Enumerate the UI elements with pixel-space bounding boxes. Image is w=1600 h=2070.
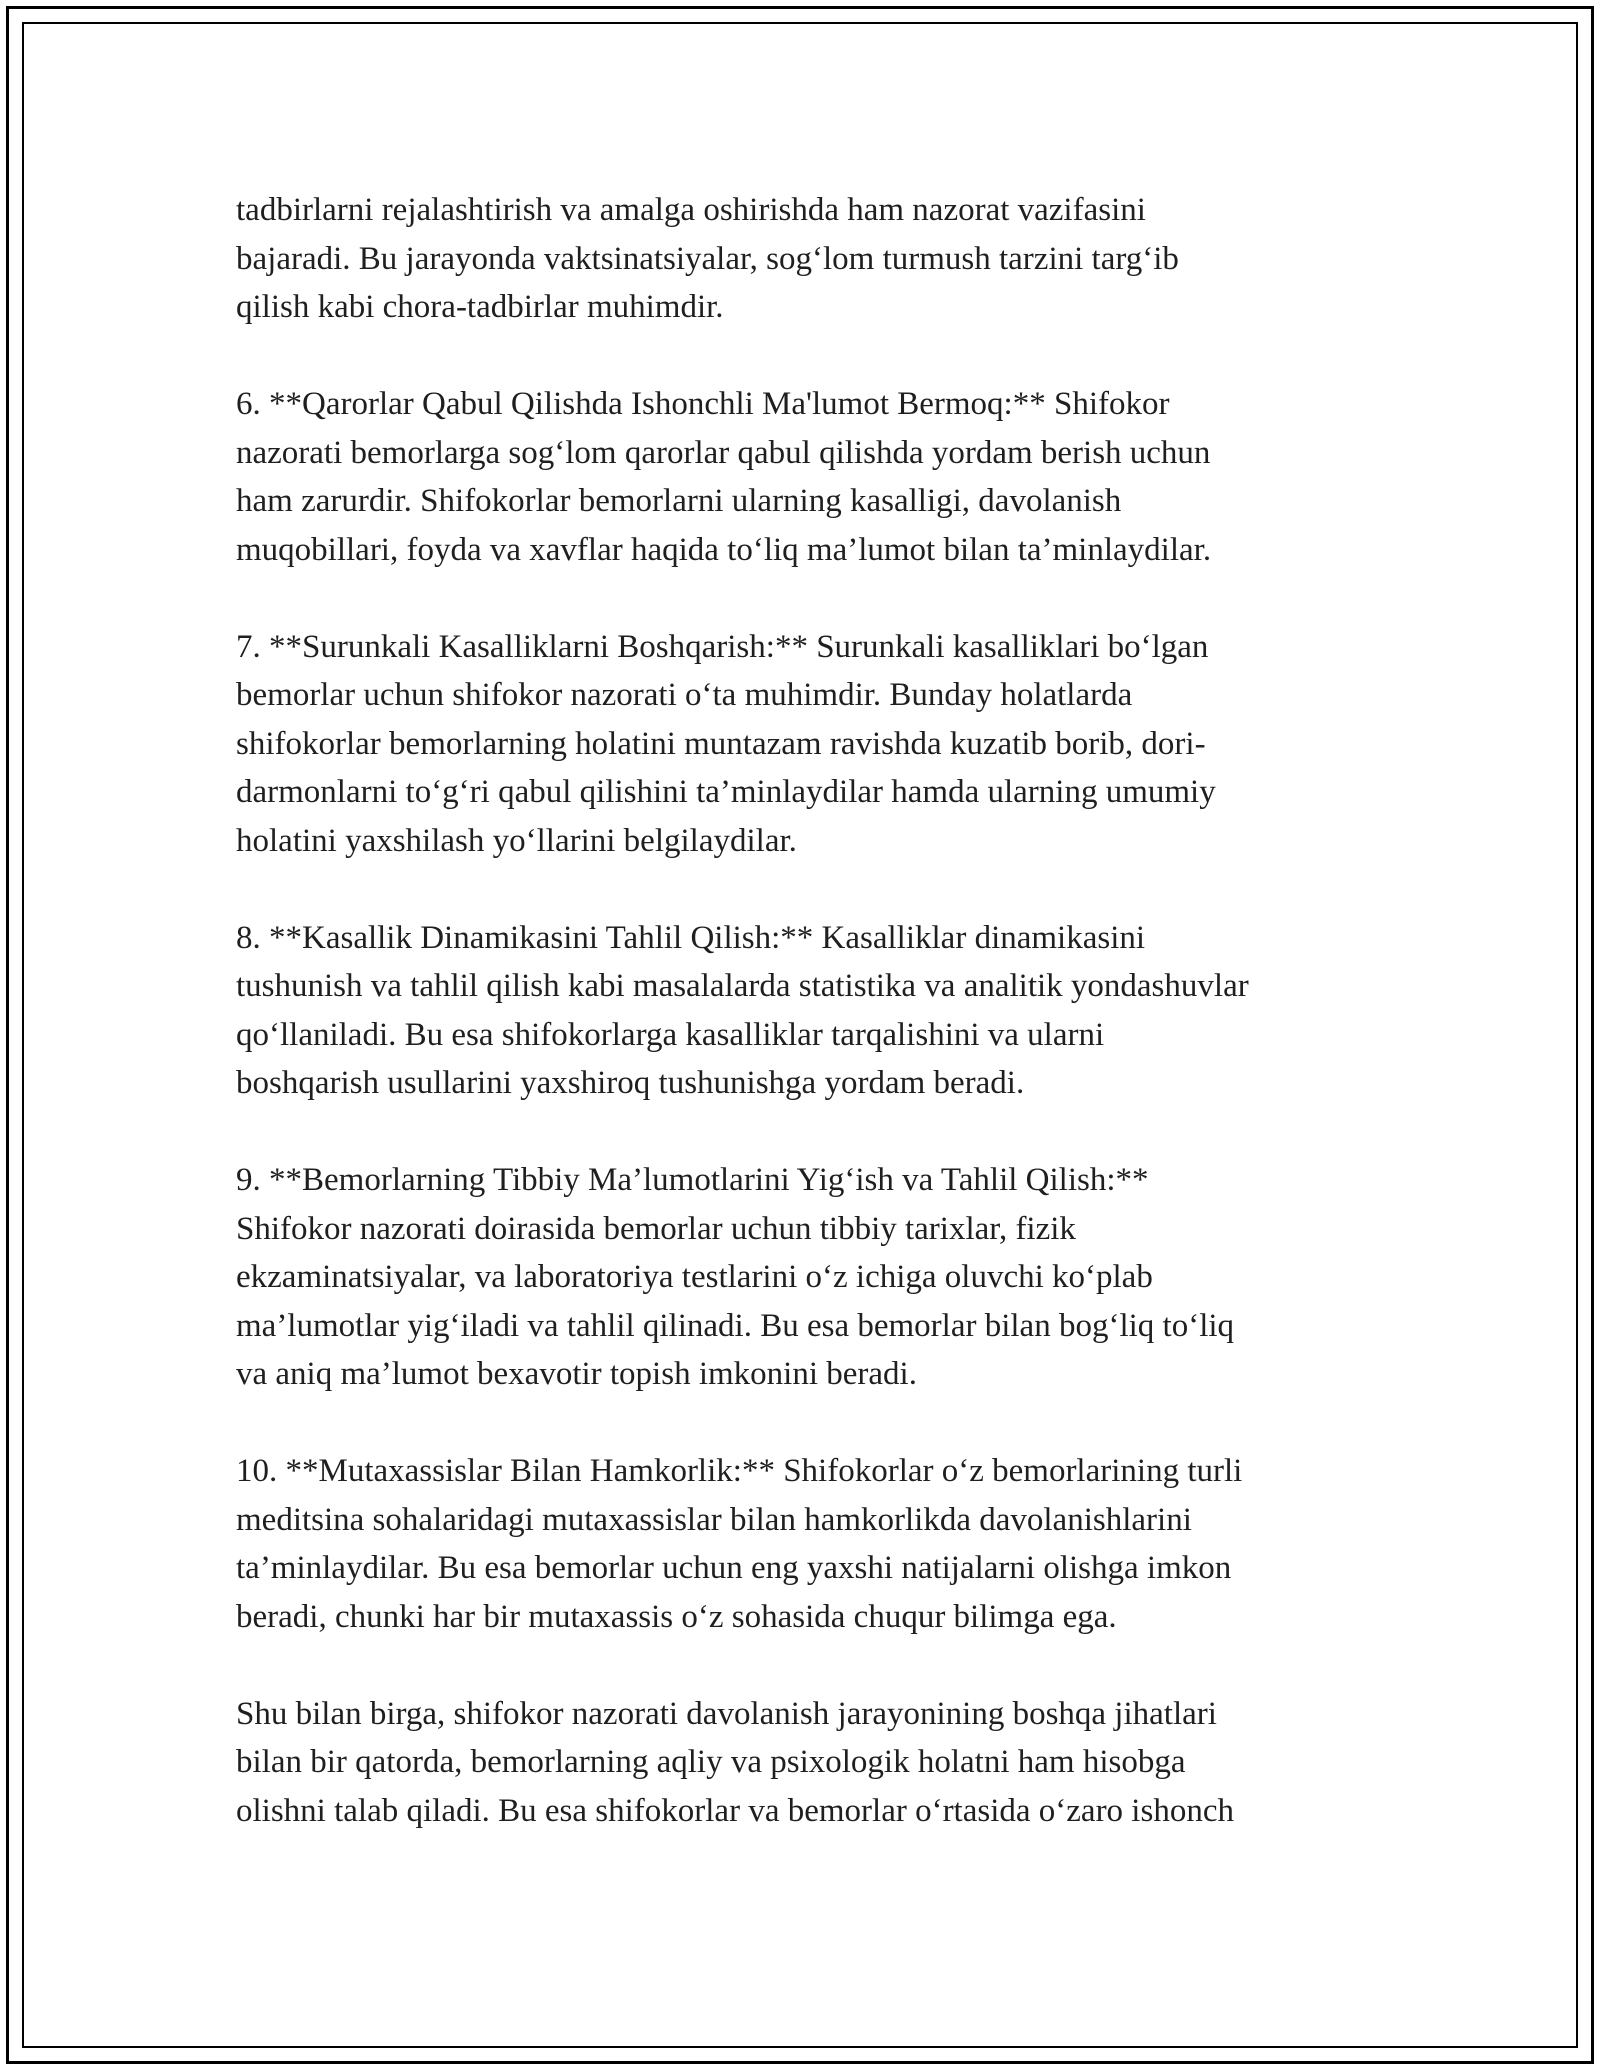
- text-line: muqobillari, foyda va xavflar haqida to‘liq ma’lumot bilan ta’minlaydilar.: [236, 531, 1212, 568]
- text-line: 8. **Kasallik Dinamikasini Tahlil Qilish:** Kasalliklar dinamikasini: [236, 919, 1146, 956]
- text-line: olishni talab qiladi. Bu esa shifokorlar va bemorlar o‘rtasida o‘zaro ishonch: [236, 1792, 1234, 1829]
- paragraph-item-8: [236, 914, 1366, 1108]
- text-line: ekzaminatsiyalar, va laboratoriya testlarini o‘z ichiga oluvchi ko‘plab: [236, 1259, 1153, 1295]
- text-line: Shifokor nazorati doirasida bemorlar uchun tibbiy tarixlar, fizik: [236, 1210, 1076, 1247]
- paragraph-intro-continuation: [236, 186, 1366, 332]
- paragraph-item-7: [236, 623, 1366, 866]
- text-line: darmonlarni to‘g‘ri qabul qilishini ta’minlaydilar hamda ularning umumiy: [236, 774, 1216, 810]
- text-line: nazorati bemorlarga sog‘lom qarorlar qabul qilishda yordam berish uchun: [236, 434, 1211, 471]
- text-line: qilish kabi chora-tadbirlar muhimdir.: [236, 289, 724, 325]
- text-line: qo‘llaniladi. Bu esa shifokorlarga kasalliklar tarqalishini va ularni: [236, 1016, 1105, 1053]
- paragraph-item-6: [236, 380, 1366, 574]
- text-line: Shu bilan birga, shifokor nazorati davolanish jarayonining boshqa jihatlari: [236, 1695, 1217, 1732]
- text-line: ta’minlaydilar. Bu esa bemorlar uchun eng yaxshi natijalarni olishga imkon: [236, 1550, 1232, 1586]
- text-line: tushunish va tahlil qilish kabi masalalarda statistika va analitik yondashuvlar: [236, 968, 1249, 1004]
- text-line: beradi, chunki har bir mutaxassis o‘z sohasida chuqur bilimga ega.: [236, 1598, 1117, 1635]
- text-line: 9. **Bemorlarning Tibbiy Ma’lumotlarini Yig‘ish va Tahlil Qilish:**: [236, 1162, 1149, 1198]
- text-line: va aniq ma’lumot bexavotir topish imkonini beradi.: [236, 1356, 917, 1392]
- paragraph-conclusion: [236, 1690, 1366, 1836]
- text-line: bilan bir qatorda, bemorlarning aqliy va psixologik holatni ham hisobga: [236, 1744, 1186, 1780]
- text-line: ham zarurdir. Shifokorlar bemorlarni ularning kasalligi, davolanish: [236, 483, 1122, 519]
- text-line: shifokorlar bemorlarning holatini muntazam ravishda kuzatib borib, dori-: [236, 725, 1206, 762]
- text-line: bemorlar uchun shifokor nazorati o‘ta muhimdir. Bunday holatlarda: [236, 677, 1133, 713]
- paragraph-item-9: [236, 1156, 1366, 1399]
- document-body: [236, 186, 1366, 1835]
- text-line: ma’lumotlar yig‘iladi va tahlil qilinadi. Bu esa bemorlar bilan bog‘liq to‘liq: [236, 1307, 1235, 1344]
- paragraph-item-10: [236, 1447, 1366, 1641]
- text-line: 7. **Surunkali Kasalliklarni Boshqarish:** Surunkali kasalliklari bo‘lgan: [236, 628, 1209, 665]
- text-line: boshqarish usullarini yaxshiroq tushunishga yordam beradi.: [236, 1065, 1025, 1101]
- text-line: holatini yaxshilash yo‘llarini belgilaydilar.: [236, 822, 797, 859]
- text-line: 10. **Mutaxassislar Bilan Hamkorlik:** Shifokorlar o‘z bemorlarining turli: [236, 1453, 1243, 1489]
- text-line: bajaradi. Bu jarayonda vaktsinatsiyalar, sog‘lom turmush tarzini targ‘ib: [236, 240, 1179, 277]
- text-line: tadbirlarni rejalashtirish va amalga oshirishda ham nazorat vazifasini: [236, 192, 1146, 228]
- text-line: 6. **Qarorlar Qabul Qilishda Ishonchli Ma'lumot Bermoq:** Shifokor: [236, 386, 1170, 422]
- text-line: meditsina sohalaridagi mutaxassislar bilan hamkorlikda davolanishlarini: [236, 1501, 1192, 1538]
